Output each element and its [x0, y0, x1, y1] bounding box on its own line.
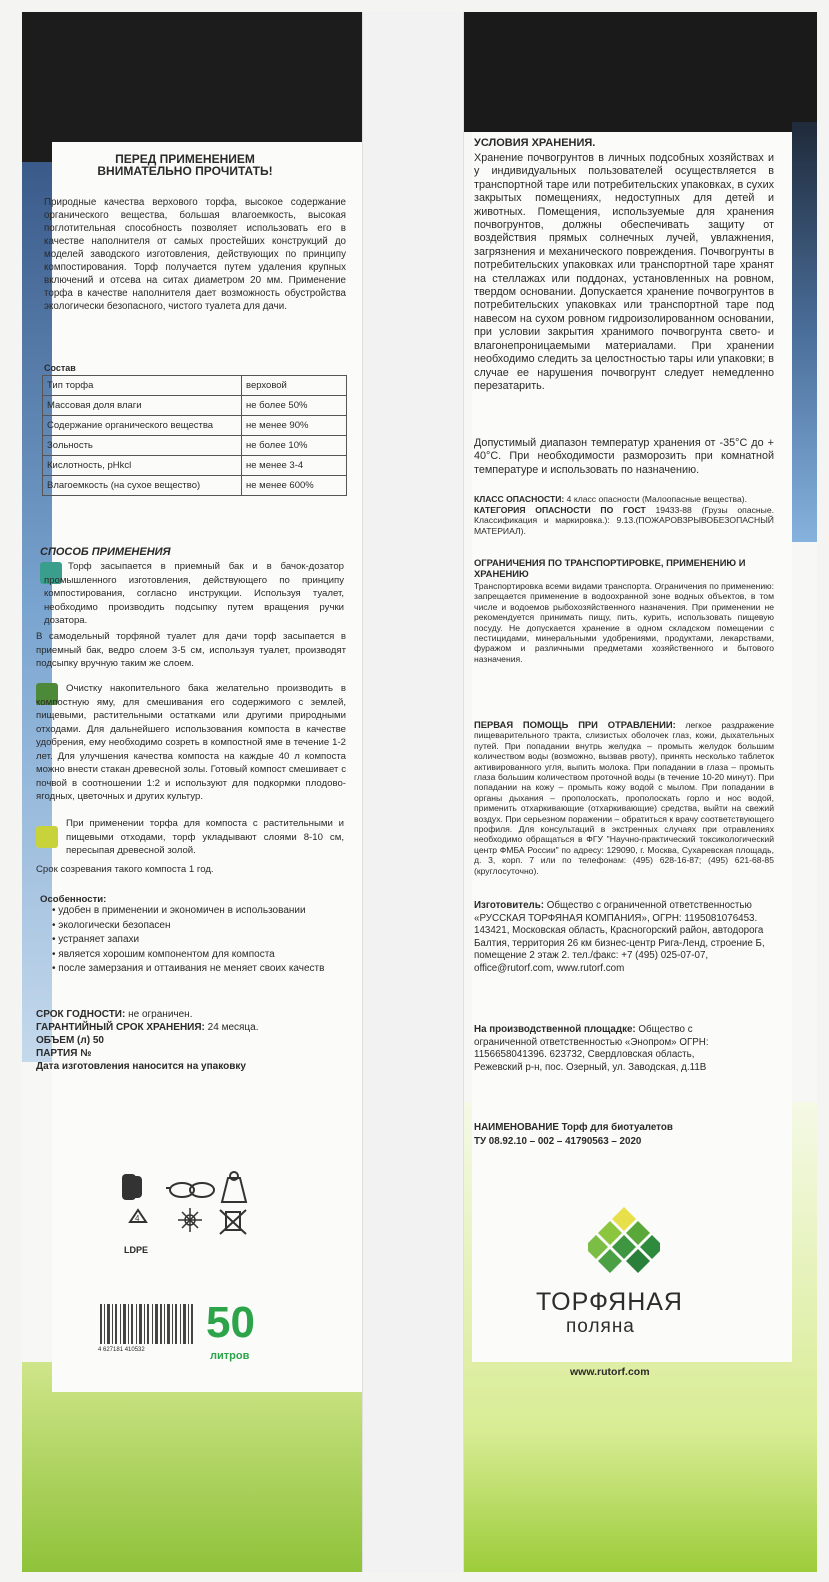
table-cell: Зольность	[43, 436, 242, 456]
gost-category-value: 19433-88 (Грузы опасные. Классификация и маркировка.): 9.13.(ПОЖАРОВЗРЫВОБЕЗОПАСНЫЙ МАТЕРИАЛ).	[474, 505, 774, 536]
usage-text-1: Торф засыпается в приемный бак и в бачок-дозатор промышленного изготовления, действующего по принципу компостирования, согласно инструкции. Используя туалет, необходимо производить подсыпку путем вращения ручки дозатора.	[44, 561, 344, 626]
table-row	[43, 396, 347, 416]
shelf-life	[36, 1008, 259, 1021]
table-cell: не более 50%	[242, 396, 347, 416]
product-name	[474, 1122, 673, 1134]
volume-unit: литров	[210, 1350, 250, 1362]
recycle-label: LDPE	[124, 1245, 149, 1255]
composition-title: Состав	[44, 363, 76, 373]
sun-protect-icon	[178, 1208, 202, 1232]
table-cell: не менее 90%	[242, 416, 347, 436]
temperature-text: Допустимый диапазон температур хранения от -35°С до + 40°С. При необходимости разморозить при комнатной температуре и использовать по назначению.	[474, 437, 774, 476]
manufacturer-label: Изготовитель:	[474, 900, 545, 911]
manufacture-date: Дата изготовления наносится на упаковку	[36, 1061, 246, 1072]
shelf-life-label: СРОК ГОДНОСТИ:	[36, 1009, 126, 1020]
composition-table	[42, 375, 347, 496]
hazard-class-value: 4 класс опасности (Малоопасные вещества).	[564, 494, 748, 504]
table-cell: Массовая доля влаги	[43, 396, 242, 416]
volume-number: 50	[206, 1298, 255, 1347]
manufacturer	[474, 900, 774, 976]
goggles-icon	[166, 1183, 214, 1197]
dark-film-top-left	[22, 12, 362, 162]
table-cell: Содержание органического вещества	[43, 416, 242, 436]
first-aid-title: ПЕРВАЯ ПОМОЩЬ ПРИ ОТРАВЛЕНИИ:	[474, 719, 676, 730]
table-row	[43, 416, 347, 436]
warning-heading-line2: ВНИМАТЕЛЬНО ПРОЧИТАТЬ!	[97, 164, 273, 178]
manufacturer-text: Общество с ограниченной ответственностью «РУССКАЯ ТОРФЯНАЯ КОМПАНИЯ», ОГРН: 1195081076453. 143421, Московская область, Красногорский район, автодорога Балтия, территория 26 км бизнес-центр Рига-Ленд, строение Б, помещение 2 этаж 2. тел./факс: +7 (495) 025-07-07, office@rutorf.com, www.rutorf.com	[474, 900, 765, 974]
hazard-class	[474, 494, 774, 504]
list-item: • после замерзания и оттаивания не меняет своих качеств	[52, 962, 352, 977]
table-row	[43, 436, 347, 456]
tu-spec: ТУ 08.92.10 – 002 – 41790563 – 2020	[474, 1136, 642, 1147]
list-item: • устраняет запахи	[52, 933, 352, 948]
dark-film-top-right	[462, 12, 817, 132]
list-item: • экологически безопасен	[52, 919, 352, 934]
transparent-center-seam	[362, 12, 464, 1572]
svg-text:4: 4	[135, 1214, 140, 1223]
volume: ОБЪЕМ (л) 50	[36, 1035, 104, 1046]
first-aid	[474, 720, 774, 876]
table-row	[43, 476, 347, 496]
storage-title: УСЛОВИЯ ХРАНЕНИЯ.	[474, 137, 596, 149]
product-info-block	[36, 1008, 259, 1073]
hazard-class-label: КЛАСС ОПАСНОСТИ:	[474, 494, 565, 504]
gloves-icon	[122, 1174, 142, 1200]
guarantee-label: ГАРАНТИЙНЫЙ СРОК ХРАНЕНИЯ:	[36, 1022, 205, 1033]
table-cell: верховой	[242, 376, 347, 396]
warning-heading	[70, 153, 300, 177]
shelf-life-value: не ограничен.	[125, 1009, 193, 1020]
guarantee	[36, 1021, 259, 1034]
table-cell: Влагоемкость (на сухое вещество)	[43, 476, 242, 496]
layers-icon	[36, 826, 58, 848]
usage-text-2: В самодельный торфяной туалет для дачи торф засыпается в приемный бак, ведро слоем 3-5 см, используя туалет, производят подсыпку вручную таким же слоем.	[36, 631, 346, 669]
gost-category	[474, 505, 774, 536]
table-cell: не менее 600%	[242, 476, 347, 496]
production-site	[474, 1024, 724, 1074]
apron-icon	[222, 1172, 246, 1202]
first-aid-text: легкое раздражение пищеварительного тракта, слизистых оболочек глаз, кожи, дыхательных путей. При попадании внутрь желудка – промыть желудок большим количеством воды (возможно, вызвав рвоту), принять несколько таблеток активированного угля, выпить молока. При попадании в глаза – промыть глаза большим количеством проточной воды (в течение 10-20 минут). При попадании на кожу – промыть кожу водой с мылом. При попадании в органы дыхания – прополоскать, прополоскать горло и нос водой, применить отхаркивающие (отхаркивающие) средства, выйти на свежий воздух. При серьезном поражении – обратиться к врачу соответствующего профиля. Для консультаций в экстренных случаях при отравлениях необходимо обращаться в ФГУ "Научно-практический токсикологический центр ФМБА России" по адресу: 129090, г. Москва, Сухаревская площадь, д. 3, корп. 7 или по телефонам: (495) 628-16-87; (495) 621-68-85 (круглосуточно).	[474, 720, 774, 876]
brand-logo-icon	[588, 1205, 660, 1277]
no-bin-icon	[220, 1210, 246, 1234]
table-cell: не менее 3-4	[242, 456, 347, 476]
warning-heading-line1: ПЕРЕД ПРИМЕНЕНИЕМ	[115, 152, 255, 166]
brand-website: www.rutorf.com	[570, 1366, 650, 1378]
table-cell: Кислотность, pHkcl	[43, 456, 242, 476]
production-site-text: Общество с ограниченной ответственностью «Энопром» ОГРН: 1156658041396. 623732, Свердловская область, Режевский р-н, пос. Озерный, ул. Заводская, д.11В	[474, 1024, 709, 1073]
product-name-value: Торф для биотуалетов	[558, 1122, 673, 1133]
green-print-bottom-left	[22, 1362, 362, 1572]
usage-text-5: Срок созревания такого компоста 1 год.	[36, 864, 214, 875]
intro-text: Природные качества верхового торфа, высокое содержание органического вещества, большая влагоемкость, высокая поглотительная способность позволяет использовать его в качестве наполнителя от самых простейших конструкций до моделей заводского изготовления, действующих по принципу компостирования. Торф получается путем удаления крупных включений и отсева на ситах диаметром 20 мм. Применение торфа в качестве наполнителя дает возможность обустройства экологически безопасного, чистого туалета для дачи.	[44, 197, 346, 312]
restrictions-text: Транспортировка всеми видами транспорта. Ограничения по применению: запрещается применение в водоохранной зоне водных объектов, в том числе и водоемов рыбохозяйственного назначения. При применении не рекомендуется принимать пищу, пить, курить, использовать пищевую посуду. Не допускается хранение в одном складском помещении с пестицидами, минеральными удобрениями, продуктами, лекарствами, фуражом и различными предметами хозяйственного и бытового назначения.	[474, 581, 774, 664]
storage-text: Хранение почвогрунтов в личных подсобных хозяйствах и у индивидуальных пользователей осуществляется в транспортной таре или потребительских упаковках, в сухих закрытых помещениях, недоступных для детей и животных. Помещения, используемые для хранения почвогрунтов, должны обеспечивать защиту от воздействия прямых солнечных лучей, увлажнения, загрязнения и механического повреждения. Почвогрунты в потребительских упаковках или транспортной таре хранят на стеллажах или поддонах, установленных на ровном, твердом основании. Допускается хранение почвогрунтов в потребительских упаковках или транспортной таре под навесом на сухом ровном гидроизолированном основании, при условии закрытия хранимого почвогрунта свето- и влагонепроницаемыми материалами. При хранении необходимо следить за целостностью тары или упаковки; в случае ее нарушения почвогрунт следует немедленно перезатарить.	[474, 152, 774, 392]
barcode-number: 4 627181 410532	[98, 1347, 145, 1353]
usage-text-4: При применении торфа для компоста с растительными и пищевыми отходами, торф укладывают слоями 8-10 см, пересыпая древесной золой.	[66, 818, 344, 856]
brand-name: ТОРФЯНАЯ	[536, 1288, 683, 1316]
table-cell: не более 10%	[242, 436, 347, 456]
recycle-icon	[130, 1210, 146, 1223]
table-row	[43, 376, 347, 396]
usage-title: СПОСОБ ПРИМЕНЕНИЯ	[40, 546, 171, 558]
table-row	[43, 456, 347, 476]
features-title: Особенности:	[40, 894, 107, 905]
guarantee-value: 24 месяца.	[204, 1022, 259, 1033]
brand-subname: поляна	[566, 1316, 635, 1337]
list-item: • удобен в применении и экономичен в использовании	[52, 904, 352, 919]
product-name-label: НАИМЕНОВАНИЕ	[474, 1122, 559, 1133]
production-site-label: На производственной площадке:	[474, 1024, 636, 1035]
list-item: • является хорошим компонентом для компоста	[52, 948, 352, 963]
table-cell: Тип торфа	[43, 376, 242, 396]
features-list	[42, 904, 352, 977]
gost-category-label: КАТЕГОРИЯ ОПАСНОСТИ ПО ГОСТ	[474, 505, 646, 515]
usage-text-3: Очистку накопительного бака желательно производить в компостную яму, для смешивания его содержимого с землей, пищевыми, растительными остатками или другими природными отходами. Для дальнейшего использования компоста в качестве удобрения, ему необходимо созреть в компостной яме в течение 1-2 лет. Для улучшения качества компоста на каждые 40 л компоста можно внести стакан древесной золы. Готовый компост смешивает с почвой в соотношении 1:2 и используют для подкормки плодово-ягодных, цветочных и других культур.	[36, 683, 346, 802]
restrictions-title: ОГРАНИЧЕНИЯ ПО ТРАНСПОРТИРОВКЕ, ПРИМЕНЕНИЮ И ХРАНЕНИЮ	[474, 557, 746, 579]
blue-print-right-edge	[792, 122, 817, 542]
batch: ПАРТИЯ №	[36, 1048, 92, 1059]
